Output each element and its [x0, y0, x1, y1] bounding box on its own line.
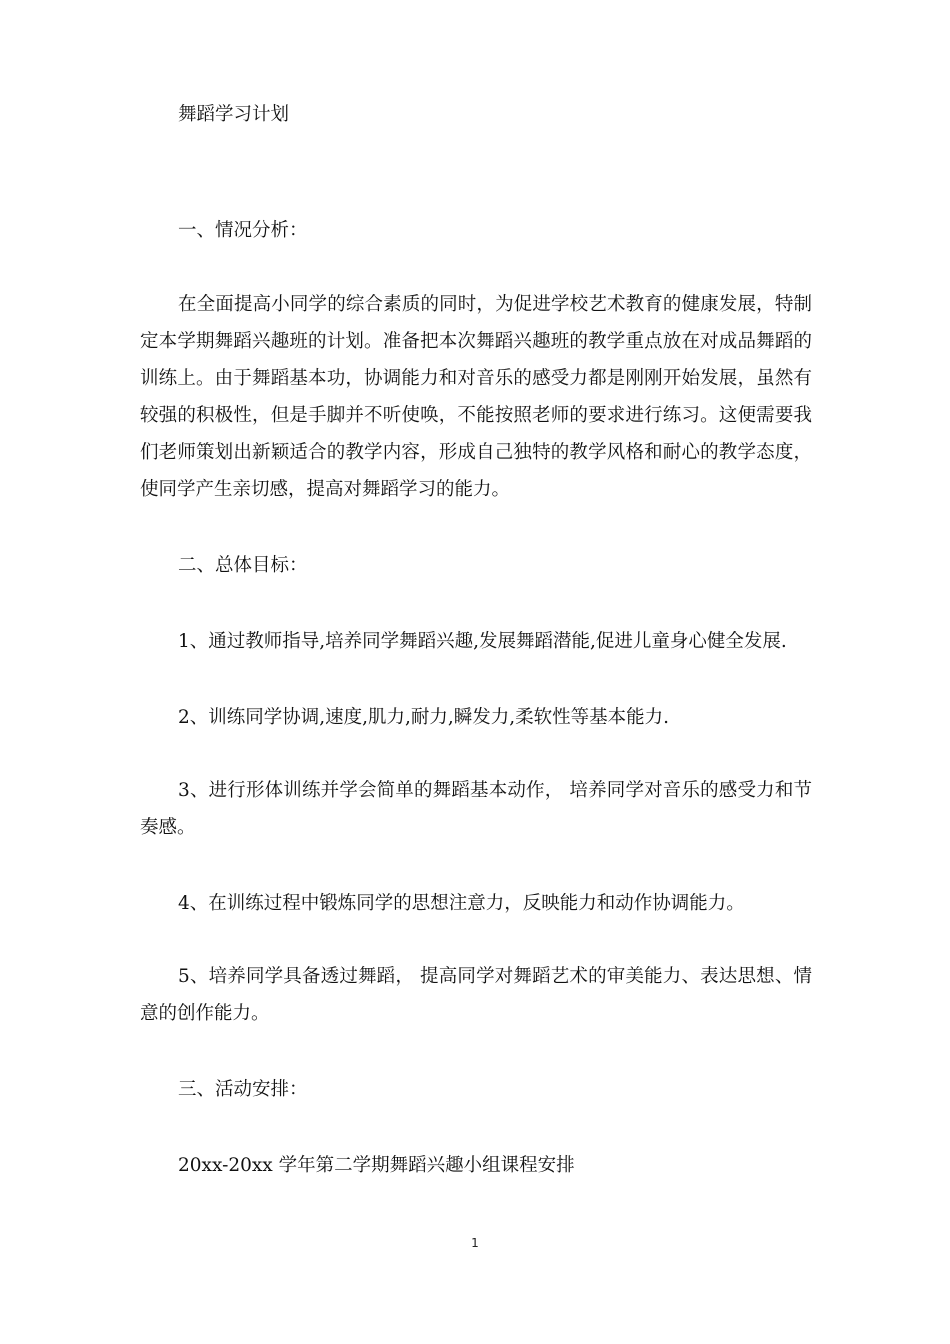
- section-heading-analysis: 一、情况分析：: [178, 220, 308, 241]
- document-title: 舞蹈学习计划: [178, 104, 290, 125]
- goal-item-2: 2、训练同学协调,速度,肌力,耐力,瞬发力,柔软性等基本能力.: [178, 707, 670, 728]
- schedule-title: 20xx-20xx 学年第二学期舞蹈兴趣小组课程安排: [178, 1155, 575, 1176]
- analysis-paragraph: 在全面提高小同学的综合素质的同时，为促进学校艺术教育的健康发展，特制定本学期舞蹈兴趣班的计划。准备把本次舞蹈兴趣班的教学重点放在对成品舞蹈的训练上。由于舞蹈基本功，协调能力和对音乐的感受力都是刚刚开始发展，虽然有较强的积极性，但是手脚并不听使唤，不能按照老师的要求进行练习。这便需要我们老师策划出新颖适合的教学内容，形成自己独特的教学风格和耐心的教学态度，使同学产生亲切感，提高对舞蹈学习的能力。: [140, 294, 812, 500]
- page-number: 1: [471, 1236, 479, 1250]
- goal-item-3: 3、进行形体训练并学会简单的舞蹈基本动作， 培养同学对音乐的感受力和节奏感。: [140, 780, 812, 838]
- goal-item-4: 4、在训练过程中锻炼同学的思想注意力，反映能力和动作协调能力。: [178, 893, 745, 914]
- goal-item-5: 5、培养同学具备透过舞蹈， 提高同学对舞蹈艺术的审美能力、表达思想、情意的创作能力。: [140, 966, 812, 1024]
- section-heading-activities: 三、活动安排：: [178, 1079, 308, 1100]
- section-heading-goals: 二、总体目标：: [178, 555, 308, 576]
- goal-item-1: 1、通过教师指导,培养同学舞蹈兴趣,发展舞蹈潜能,促进儿童身心健全发展.: [178, 631, 787, 652]
